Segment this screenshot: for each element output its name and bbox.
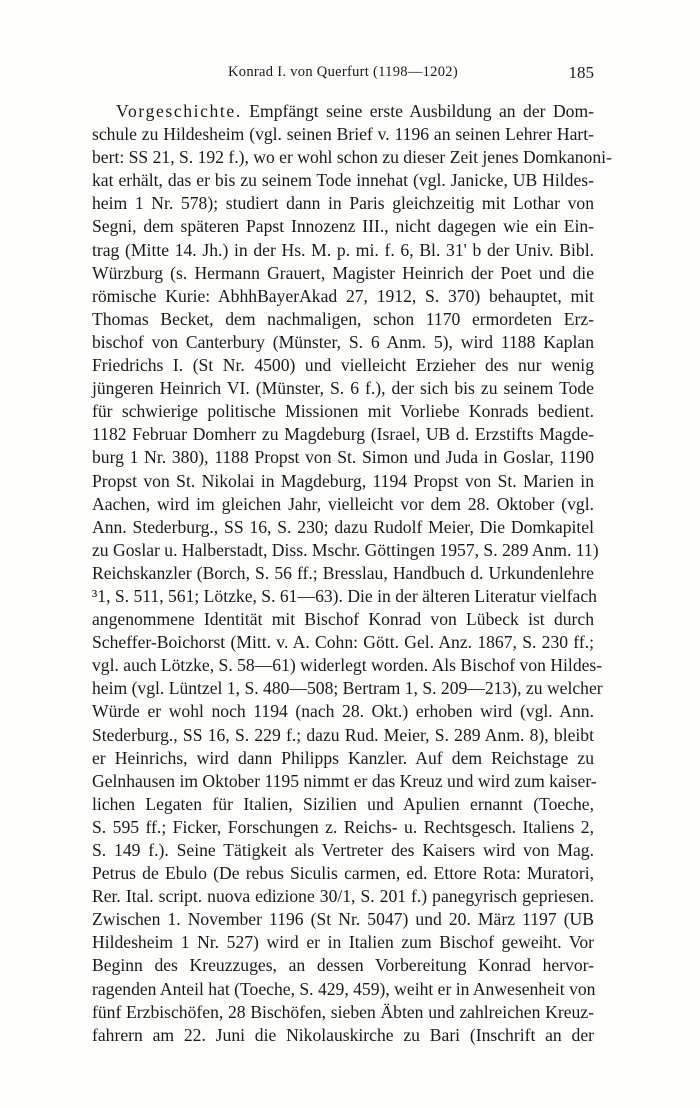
text-line: angenommene Identität mit Bischof Konrad von Lübeck ist durch (92, 609, 594, 630)
text-line (92, 100, 594, 123)
text-line: heim (vgl. Lüntzel 1, S. 480—508; Bertram 1, S. 209—213), zu welcher (92, 678, 603, 699)
text-line: lichen Legaten für Italien, Sizilien und Apulien ernannt (Toeche, (92, 793, 594, 814)
text-line: Petrus de Ebulo (De rebus Siculis carmen, ed. Ettore Rota: Muratori, (92, 863, 594, 884)
text-line: zu Goslar u. Halberstadt, Diss. Mschr. Göttingen 1957, S. 289 Anm. 11) (92, 539, 599, 560)
text-line: vgl. auch Lötzke, S. 58—61) widerlegt worden. Als Bischof von Hildes- (92, 655, 603, 676)
text-line: römische Kurie: AbhhBayerAkad 27, 1912, S. 370) behauptet, mit (92, 285, 594, 306)
text-line: Stederburg., SS 16, S. 229 f.; dazu Rud. Meier, S. 289 Anm. 8), bleibt (92, 724, 594, 745)
text-line: Segni, dem späteren Papst Innozenz III., nicht dagegen wie ein Ein- (92, 216, 594, 237)
text-line: Würzburg (s. Hermann Grauert, Magister Heinrich der Poet und die (92, 262, 594, 283)
text-line: trag (Mitte 14. Jh.) in der Hs. M. p. mi. f. 6, Bl. 31' b der Univ. Bibl. (92, 239, 594, 260)
text-line: bert: SS 21, S. 192 f.), wo er wohl schon zu dieser Zeit jenes Domkanoni- (92, 147, 612, 168)
page-header (92, 64, 594, 86)
running-head: Konrad I. von Querfurt (1198—1202) (228, 64, 458, 80)
text-line: ragenden Anteil hat (Toeche, S. 429, 459), weiht er in Anwesenheit von (92, 978, 596, 999)
text-line: fünf Erzbischöfen, 28 Bischöfen, sieben Äbten und zahlreichen Kreuz- (92, 1001, 594, 1022)
text-line: ³1, S. 511, 561; Lötzke, S. 61—63). Die in der älteren Literatur vielfach (92, 585, 597, 606)
text-line: Friedrichs I. (St Nr. 4500) und vielleicht Erzieher des nur wenig (92, 355, 594, 376)
text-line: fahrern am 22. Juni die Nikolauskirche zu Bari (Inschrift an der (92, 1024, 594, 1045)
text-line: Gelnhausen im Oktober 1195 nimmt er das Kreuz und wird zum kaiser- (92, 770, 597, 791)
text-line: Würde er wohl noch 1194 (nach 28. Okt.) erhoben wird (vgl. Ann. (92, 701, 594, 722)
text-line: bischof von Canterbury (Münster, S. 6 Anm. 5), wird 1188 Kaplan (92, 331, 594, 352)
text-line: Zwischen 1. November 1196 (St Nr. 5047) und 20. März 1197 (UB (92, 909, 594, 930)
text-line: für schwierige politische Missionen mit Vorliebe Konrads bedient. (92, 401, 594, 422)
text-line: heim 1 Nr. 578); studiert dann in Paris gleichzeitig mit Lothar von (92, 193, 594, 214)
text-line: Thomas Becket, dem nachmaligen, schon 1170 ermordeten Erz- (92, 308, 594, 329)
text-line: 1182 Februar Domherr zu Magdeburg (Israel, UB d. Erzstifts Magde- (92, 424, 594, 445)
text-line: S. 149 f.). Seine Tätigkeit als Vertreter des Kaisers wird von Mag. (92, 840, 594, 860)
text-line: schule zu Hildesheim (vgl. seinen Brief v. 1196 an seinen Lehrer Hart- (92, 124, 594, 145)
text-line: Ann. Stederburg., SS 16, S. 230; dazu Rudolf Meier, Die Domkapitel (92, 516, 594, 537)
text-line: jüngeren Heinrich VI. (Münster, S. 6 f.), der sich bis zu seinem Tode (92, 378, 594, 399)
text-line: burg 1 Nr. 380), 1188 Propst von St. Simon und Juda in Goslar, 1190 (92, 447, 594, 468)
body-paragraph (92, 100, 612, 1047)
text-line: Propst von St. Nikolai in Magdeburg, 1194 Propst von St. Marien in (92, 470, 594, 491)
text-line: kat erhält, das er bis zu seinem Tode innehat (vgl. Janicke, UB Hildes- (92, 170, 594, 191)
text-line: Rer. Ital. script. nuova edizione 30/1, S. 201 f.) panegyrisch gepriesen. (92, 886, 594, 907)
page-number: 185 (568, 63, 594, 82)
text-line-rest: Empfängt seine erste Ausbildung an der Dom- (241, 101, 594, 121)
section-lead-word: Vorgeschichte. (116, 101, 242, 121)
text-line: Reichskanzler (Borch, S. 56 ff.; Bresslau, Handbuch d. Urkundenlehre (92, 562, 594, 583)
text-line: Hildesheim 1 Nr. 527) wird er in Italien zum Bischof geweiht. Vor (92, 932, 594, 953)
text-line: Beginn des Kreuzzuges, an dessen Vorbereitung Konrad hervor- (92, 955, 594, 976)
text-line: er Heinrichs, wird dann Philipps Kanzler. Auf dem Reichstage zu (92, 747, 594, 768)
text-line: Scheffer-Boichorst (Mitt. v. A. Cohn: Gött. Gel. Anz. 1867, S. 230 ff.; (92, 632, 594, 653)
text-line: S. 595 ff.; Ficker, Forschungen z. Reichs- u. Rechtsgesch. Italiens 2, (92, 816, 594, 837)
text-line: Aachen, wird im gleichen Jahr, vielleicht vor dem 28. Oktober (vgl. (92, 493, 594, 514)
